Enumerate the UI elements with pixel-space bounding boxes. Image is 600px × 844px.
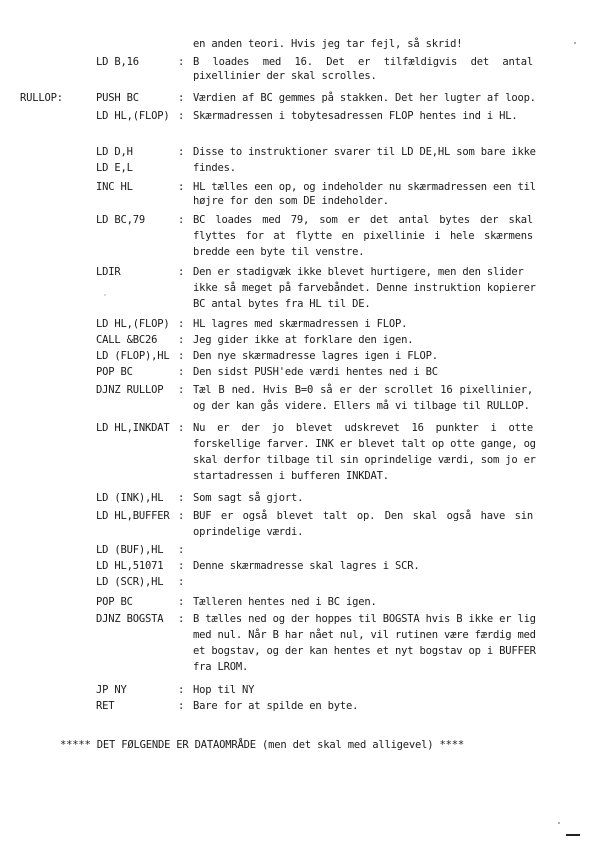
separator: :	[178, 214, 185, 226]
separator: :	[178, 510, 185, 522]
separator: :	[178, 576, 185, 588]
comment-line: BC antal bytes fra HL til DE.	[193, 298, 371, 310]
comment-line: skal derfor tilbage til sin oprindelige værdi, som jo er	[193, 454, 536, 466]
comment-line: fra LROM.	[193, 661, 249, 673]
instruction: LD BC,79	[96, 214, 145, 226]
comment-line: HL lagres med skærmadressen i FLOP.	[193, 318, 408, 330]
comment-line: Skærmadressen i tobytesadressen FLOP hentes ind i HL.	[193, 110, 518, 122]
separator: :	[178, 92, 185, 104]
separator: :	[178, 684, 185, 696]
instruction: LD E,L	[96, 162, 133, 174]
separator: :	[178, 366, 185, 378]
label: RULLOP:	[20, 92, 63, 104]
separator: :	[178, 181, 185, 193]
comment-line: Tælleren hentes ned i BC igen.	[193, 596, 377, 608]
separator: :	[178, 384, 185, 396]
instruction: DJNZ RULLOP	[96, 384, 164, 396]
instruction: LD (FLOP),HL	[96, 350, 170, 362]
separator: :	[178, 146, 185, 158]
comment-line: højre for den som DE indeholder.	[193, 195, 389, 207]
instruction: LD HL,51071	[96, 560, 164, 572]
separator: :	[178, 266, 185, 278]
comment-line: forskellige farver. INK er blevet talt op otte gange, og	[193, 438, 536, 450]
comment-line: Jeg gider ikke at forklare den igen.	[193, 334, 414, 346]
instruction: LD (SCR),HL	[96, 576, 164, 588]
comment-line: HL tælles een op, og indeholder nu skærmadressen een til	[193, 181, 536, 193]
instruction: LD HL,BUFFER	[96, 510, 170, 522]
comment-line: BUF er også blevet talt op. Den skal også have sin	[193, 510, 533, 522]
comment-line: og der kan gås videre. Ellers må vi tilbage til RULLOP.	[193, 400, 530, 412]
comment-line: startadressen i bufferen INKDAT.	[193, 470, 389, 482]
comment-line: Den er stadigvæk ikke blevet hurtigere, men den slider	[193, 266, 524, 278]
instruction: POP BC	[96, 596, 133, 608]
comment-line: Den sidst PUSH'ede værdi hentes ned i BC	[193, 366, 438, 378]
instruction: LD D,H	[96, 146, 133, 158]
comment-line: Som sagt så gjort.	[193, 492, 304, 504]
separator: :	[178, 422, 185, 434]
comment-line: en anden teori. Hvis jeg tar fejl, så skrid!	[193, 38, 463, 50]
comment-line: Værdien af BC gemmes på stakken. Det her lugter af loop.	[193, 92, 536, 104]
comment-line: pixellinier der skal scrolles.	[193, 70, 377, 82]
instruction: INC HL	[96, 181, 133, 193]
corner-mark	[566, 834, 580, 836]
separator: :	[178, 700, 185, 712]
comment-line: Den nye skærmadresse lagres igen i FLOP.	[193, 350, 438, 362]
comment-line: B tælles ned og der hoppes til BOGSTA hvis B ikke er lig	[193, 613, 536, 625]
separator: :	[178, 560, 185, 572]
separator: :	[178, 334, 185, 346]
separator: :	[178, 544, 185, 556]
comment-line: Bare for at spilde en byte.	[193, 700, 359, 712]
scan-speck	[574, 42, 576, 44]
comment-line: Hop til NY	[193, 684, 255, 696]
instruction: LD HL,(FLOP)	[96, 110, 170, 122]
instruction: LD HL,INKDAT	[96, 422, 170, 434]
comment-line: B loades med 16. Det er tilfældigvis det antal	[193, 56, 533, 68]
comment-line: Denne skærmadresse skal lagres i SCR.	[193, 560, 420, 572]
instruction: JP NY	[96, 684, 127, 696]
comment-line: Tæl B ned. Hvis B=0 så er der scrollet 16 pixellinier,	[193, 384, 533, 396]
comment-line: findes.	[193, 162, 236, 174]
separator: :	[178, 492, 185, 504]
separator: :	[178, 350, 185, 362]
instruction: LD HL,(FLOP)	[96, 318, 170, 330]
instruction: LD (INK),HL	[96, 492, 164, 504]
separator: :	[178, 318, 185, 330]
comment-line: bredde een byte til venstre.	[193, 246, 365, 258]
separator: :	[178, 596, 185, 608]
instruction: DJNZ BOGSTA	[96, 613, 164, 625]
instruction: LD (BUF),HL	[96, 544, 164, 556]
comment-line: Nu er der jo blevet udskrevet 16 punkter i otte	[193, 422, 533, 434]
footer-note: ***** DET FØLGENDE ER DATAOMRÅDE (men det skal med alligevel) ****	[60, 739, 465, 751]
comment-line: Disse to instruktioner svarer til LD DE,HL som bare ikke	[193, 146, 536, 158]
instruction: CALL &BC26	[96, 334, 158, 346]
comment-line: BC loades med 79, som er det antal bytes der skal	[193, 214, 533, 226]
comment-line: oprindelige værdi.	[193, 526, 304, 538]
comment-line: et bogstav, og der kan hentes et nyt bogstav op i BUFFER	[193, 645, 536, 657]
instruction: LDIR	[96, 266, 121, 278]
separator: :	[178, 613, 185, 625]
scan-speck	[558, 822, 560, 824]
scan-speck	[104, 294, 106, 296]
instruction: POP BC	[96, 366, 133, 378]
comment-line: med nul. Når B har nået nul, vil rutinen være færdig med	[193, 629, 536, 641]
instruction: RET	[96, 700, 115, 712]
comment-line: ikke så meget på farvebåndet. Denne instruktion kopierer	[193, 282, 536, 294]
separator: :	[178, 56, 185, 68]
instruction: PUSH BC	[96, 92, 139, 104]
instruction: LD B,16	[96, 56, 139, 68]
separator: :	[178, 110, 185, 122]
comment-line: flyttes for at flytte en pixellinie i hele skærmens	[193, 230, 533, 242]
